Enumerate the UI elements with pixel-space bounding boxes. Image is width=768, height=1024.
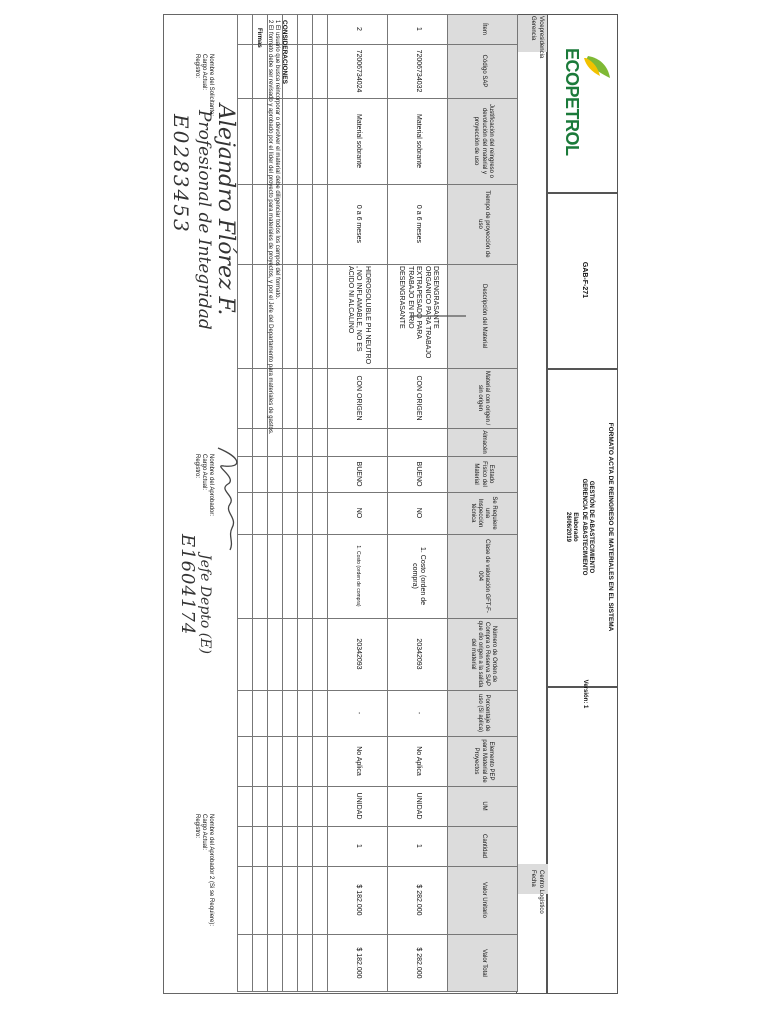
table-row-divider <box>387 14 388 992</box>
table-column-divider <box>238 736 518 737</box>
cell-item: 2 <box>355 27 363 31</box>
table-column-divider <box>238 866 518 867</box>
header-descripcion: Descripción del Material <box>480 283 487 349</box>
solicitante-cargo-label: Cargo Actual: <box>201 54 207 91</box>
cell-justificacion: Material sobrante <box>355 113 363 169</box>
cell-descripcion: DESENGRASANTE ORGANICO PARA TRABAJO EXTRAPESADO PARA TRABAJO EN FRIO DESENGRASANTE <box>398 266 439 359</box>
document-title: FORMATO ACTA DE REINGRESO DE MATERIALES EN EL SISTEMA <box>607 422 614 632</box>
table-row <box>328 14 388 992</box>
cell-inspeccion-tecnica: NO <box>415 507 423 519</box>
header-um: UM <box>480 801 487 811</box>
cell-inspeccion-tecnica: NO <box>355 507 363 519</box>
table-column-divider <box>238 368 518 369</box>
table-row <box>388 14 448 992</box>
consideraciones-title: CONSIDERACIONES <box>281 20 288 84</box>
cell-porcentaje-uso: - <box>415 711 423 715</box>
cell-clase-valoracion: 1. Costo (orden de compra) <box>411 547 427 605</box>
cell-codigo-sap: 72006734032 <box>415 49 423 93</box>
aprobador2-registro-label: Registro: <box>194 814 200 839</box>
cell-orden-compra: 20342093 <box>415 638 423 670</box>
header-almacen: Almacén <box>480 430 487 454</box>
header-estado-fisico: Estado Físico del Material <box>473 461 494 487</box>
cell-valor-total: $ 282.000 <box>415 947 423 979</box>
cell-justificacion: Material sobrante <box>415 113 423 169</box>
table-column-divider <box>238 934 518 935</box>
cell-origen: CON ORIGEN <box>355 375 363 421</box>
document-sheet <box>163 14 618 994</box>
table-row-divider <box>327 14 328 992</box>
table-column-divider <box>238 264 518 265</box>
cell-clase-valoracion: 1. Costo (orden de compra) <box>355 545 361 607</box>
top-fields-row <box>516 14 548 994</box>
header-cantidad: Cantidad <box>480 833 487 859</box>
cell-valor-unitario: $ 182.000 <box>355 884 363 916</box>
cell-valor-total: $ 182.000 <box>355 947 363 979</box>
header-inspeccion-tecnica: Se Requiere una Inspección técnica <box>469 496 498 530</box>
table-row-divider <box>447 14 448 992</box>
header-elemento-pep: Elemento PEP para Material de Proyectos <box>473 739 494 783</box>
cell-orden-compra: 20342093 <box>355 638 363 670</box>
table-column-divider <box>238 618 518 619</box>
aprobador-signature-icon <box>208 444 248 554</box>
aprobador-registro-label: Registro: <box>194 454 200 479</box>
ecopetrol-logo-icon <box>580 52 612 82</box>
solicitante-registro-label: Registro: <box>194 54 200 79</box>
document-subtitle-2: GERENCIA DE ABASTECIMIENTO <box>581 478 587 576</box>
table-row-divider <box>297 14 298 992</box>
cell-item: 1 <box>415 27 423 31</box>
table-column-divider <box>238 534 518 535</box>
cell-porcentaje-uso: - <box>355 711 363 715</box>
cell-estado-fisico: BUENO <box>415 461 423 487</box>
cell-cantidad: 1 <box>415 844 423 848</box>
cell-codigo-sap: 72006734024 <box>355 49 363 93</box>
table-column-divider <box>238 826 518 827</box>
header-codigo-sap: Código SAP <box>480 54 487 88</box>
cell-um: UNIDAD <box>415 792 423 820</box>
header-origen: Material con origen / sin origen <box>477 370 491 426</box>
consideracion-2: 2 El formato debe ser revisado y aprobado por el líder del proyecto para materiales de proyectos, y por el Jefe del Departamento para materiales de gastos. <box>267 20 273 435</box>
header-valor-unitario: Valor Unitario <box>480 882 487 918</box>
cell-descripcion: HIDROSOLUBLE PH NEUTRO , NO INFLAMABLE, NO ES ACIDO NI ALCALINO <box>346 266 371 365</box>
cell-cantidad: 1 <box>355 844 363 848</box>
table-column-divider <box>238 492 518 493</box>
table-column-divider <box>238 991 518 992</box>
elaborado-label: Elaborado <box>572 512 578 542</box>
cell-tiempo-proyeccion: 0 a 6 meses <box>355 204 363 244</box>
cell-origen: CON ORIGEN <box>415 375 423 421</box>
firmas-title: Firmas <box>256 28 262 48</box>
cell-elemento-pep: No Aplica <box>355 746 363 776</box>
table-row-divider <box>517 14 518 992</box>
header-item: Ítem <box>480 23 487 35</box>
aprobador-cargo-handwritten: Jefe Depto (E) <box>197 554 213 654</box>
cell-valor-unitario: $ 282.000 <box>415 884 423 916</box>
cell-estado-fisico: BUENO <box>355 461 363 487</box>
header-clase-valoracion: Clase de valoración GFT-F-004 <box>477 539 491 613</box>
aprobador-registro-handwritten: E1604174 <box>177 534 198 636</box>
logo-box <box>546 14 618 194</box>
vicepresidencia-label: Vicepresidencia <box>538 16 544 59</box>
cell-elemento-pep: No Aplica <box>415 746 423 776</box>
table-column-divider <box>238 786 518 787</box>
gerencia-label: Gerencia <box>530 16 536 41</box>
table-column-divider <box>238 428 518 429</box>
aprobador-cargo-label: Cargo Actual: <box>201 454 207 491</box>
header-porcentaje-uso: Porcentaje de uso (Si aplica) <box>477 693 491 732</box>
cell-tiempo-proyeccion: 0 a 6 meses <box>415 204 423 244</box>
aprobador-name-label: Nombre del Aprobador: <box>208 454 214 517</box>
centro-logistico-label: Centro Logístico <box>538 870 544 914</box>
header-tiempo-proyeccion: Tiempo de proyección de uso <box>477 190 491 258</box>
consideracion-1: 1 El usuario que busca reincorporar o devolver el material debe diligenciar todos los campos del formato. <box>274 20 280 300</box>
solicitante-name-label: Nombre del Solicitante: <box>208 54 214 117</box>
elaborado-date: 26/06/2019 <box>565 511 571 543</box>
table-row-divider <box>312 14 313 992</box>
header-justificacion: Justificación del reingreso o devolución del material y proyección de uso <box>473 103 494 179</box>
pen-mark <box>408 314 468 318</box>
header-orden-compra: Número de Orden de Compra o Reserva SAP que dio origen a la salida del material <box>469 620 498 688</box>
solicitante-registro-handwritten: E0283453 <box>169 114 193 234</box>
aprobador2-cargo-label: Cargo Actual: <box>201 814 207 851</box>
aprobador2-name-label: Nombre del Aprobador 2 (Si se Requiere): <box>208 814 214 927</box>
version-label: Versión: 1 <box>582 679 588 709</box>
solicitante-cargo-handwritten: Profesional de Integridad <box>194 110 214 330</box>
fecha-label: Fecha <box>530 870 536 887</box>
document-subtitle-1: GESTIÓN DE ABASTECIMIENTO <box>588 480 594 574</box>
table-column-divider <box>238 690 518 691</box>
table-column-divider <box>238 456 518 457</box>
logo-text: ECOPETROL <box>562 48 582 156</box>
solicitante-signature: Alejandro Flórez F. <box>213 104 238 316</box>
table-column-divider <box>238 14 518 15</box>
document-code: GAB-F-271 <box>581 261 588 299</box>
header-valor-total: Valor Total <box>480 949 487 977</box>
table-row-divider <box>252 14 253 992</box>
cell-um: UNIDAD <box>355 792 363 820</box>
